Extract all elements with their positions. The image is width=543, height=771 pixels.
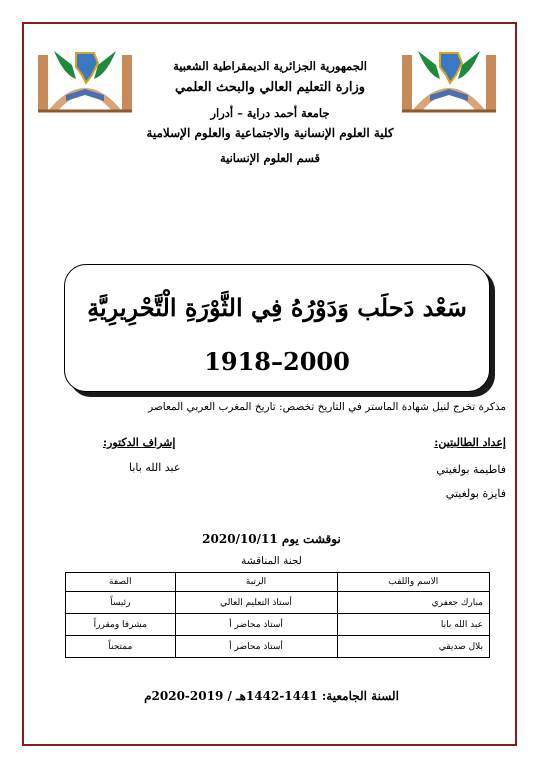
- university-logo-icon: [400, 45, 498, 113]
- student-name: فاطيمة بولغيتي: [436, 463, 506, 476]
- academic-year: السنة الجامعية: 1441-1442هـ / 2019-2020م: [144, 689, 399, 703]
- supervisor-name: عبد الله بابا: [129, 461, 181, 474]
- jury-table: [65, 572, 490, 658]
- table-header-row: [66, 573, 490, 592]
- jury-role-cell: مشرفا ومقرراً: [66, 614, 176, 636]
- thesis-years: 1918–2000: [204, 347, 350, 376]
- jury-rank-cell: أستاذ محاضر أ: [175, 614, 337, 636]
- column-header: الصفة: [66, 573, 176, 592]
- students-label: إعداد الطالبتين:: [434, 436, 506, 449]
- supervisor-label: إشراف الدكتور:: [103, 436, 176, 449]
- committee-label: لجنة المناقشة: [241, 555, 302, 567]
- jury-name-cell: بلال صديقي: [337, 636, 489, 658]
- memo-description: مذكرة تخرج لنيل شهادة الماستر في التاريخ تخصص: تاريخ المغرب العربي المعاصر: [148, 401, 506, 413]
- republic-heading: الجمهورية الجزائرية الديمقراطية الشعبية: [173, 59, 367, 73]
- column-header: الرتبة: [175, 573, 337, 592]
- column-header: الاسم واللقب: [337, 573, 489, 592]
- thesis-title-box: [64, 264, 490, 392]
- university-heading: جامعة أحمد دراية – أدرار: [210, 106, 330, 120]
- thesis-title: سَعْد دَحلَب وَدَوْرُهُ فِي الثَّوْرَةِ الْتَّحْرِيرِيَّةِ: [87, 293, 467, 322]
- ministry-heading: وزارة التعليم العالي والبحث العلمي: [174, 80, 366, 95]
- faculty-heading: كلية العلوم الإنسانية والاجتماعية والعلوم الإسلامية: [146, 126, 394, 140]
- table-row: [66, 636, 490, 658]
- table-row: [66, 592, 490, 614]
- student-name: فايزة بولغيتي: [445, 487, 506, 500]
- defense-date: نوقشت يوم 2020/10/11: [202, 532, 341, 546]
- jury-name-cell: عبد الله بابا: [337, 614, 489, 636]
- university-logo-icon: [36, 45, 134, 113]
- jury-role-cell: ممتحناً: [66, 636, 176, 658]
- jury-name-cell: مبارك جعفري: [337, 592, 489, 614]
- jury-role-cell: رئيساً: [66, 592, 176, 614]
- table-row: [66, 614, 490, 636]
- jury-rank-cell: أستاذ محاضر أ: [175, 636, 337, 658]
- department-heading: قسم العلوم الإنسانية: [219, 151, 321, 165]
- jury-rank-cell: أستاذ التعليم العالي: [175, 592, 337, 614]
